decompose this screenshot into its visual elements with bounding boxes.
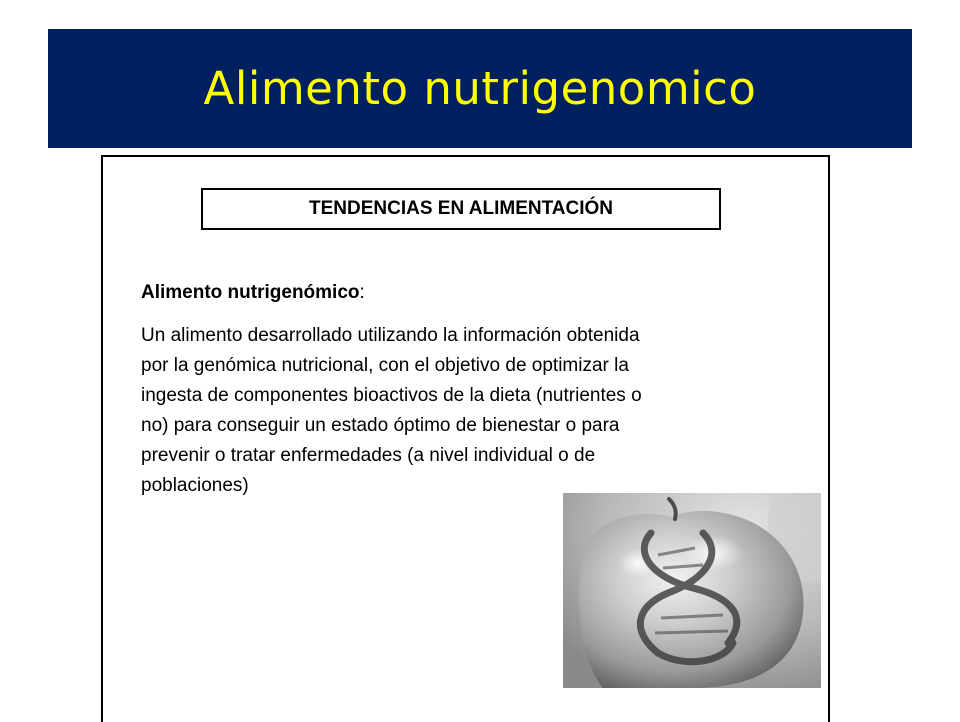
definition-line: poblaciones)	[141, 475, 249, 496]
title-banner	[48, 29, 912, 148]
slide-title: Alimento nutrigenomico	[203, 62, 757, 115]
definition-line: prevenir o tratar enfermedades (a nivel individual o de	[141, 445, 596, 466]
term-label: Alimento nutrigenómico	[141, 282, 360, 303]
apple-dna-photo	[563, 493, 821, 688]
definition-line: no) para conseguir un estado óptimo de bienestar o para	[141, 415, 620, 436]
document-scan	[101, 155, 830, 722]
definition-line: ingesta de componentes bioactivos de la dieta (nutrientes o	[141, 385, 642, 406]
section-heading-box: TENDENCIAS EN ALIMENTACIÓN	[201, 188, 721, 230]
definition-line: Un alimento desarrollado utilizando la información obtenida	[141, 325, 640, 346]
term-heading	[141, 282, 365, 304]
term-colon: :	[359, 282, 365, 303]
definition-line: por la genómica nutricional, con el objetivo de optimizar la	[141, 355, 629, 376]
definition-paragraph	[141, 321, 801, 501]
